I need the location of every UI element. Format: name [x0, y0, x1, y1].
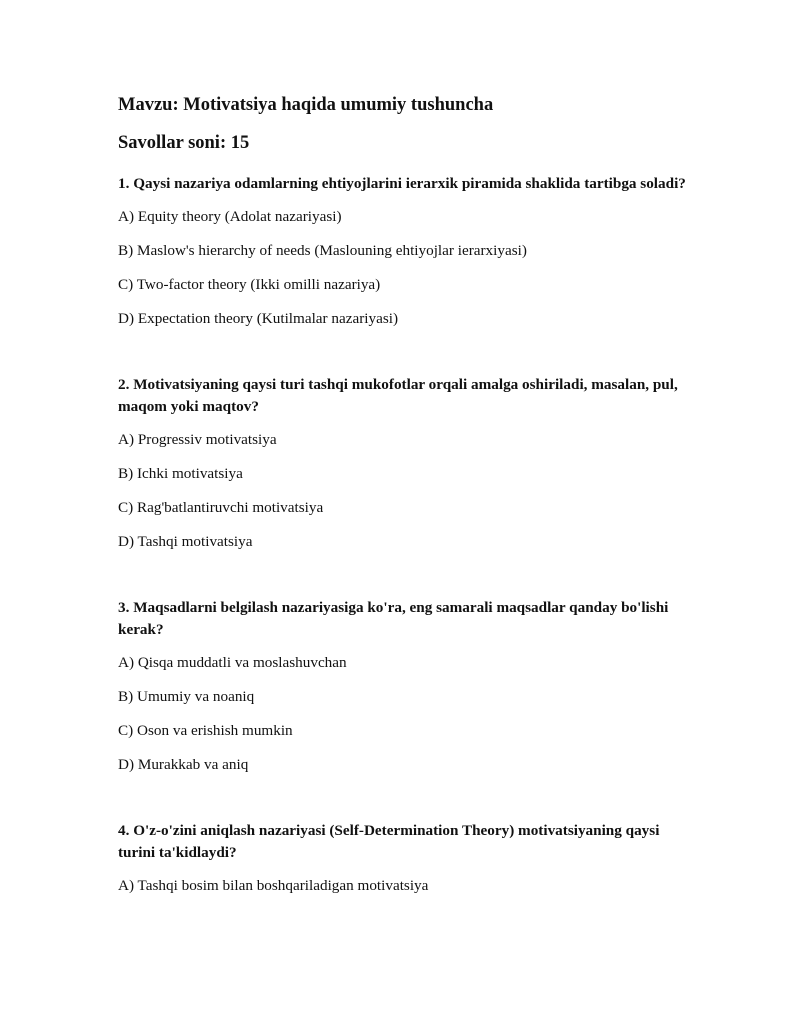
option-a: A) Qisqa muddatli va moslashuvchan [118, 654, 347, 671]
topic-title: Mavzu: Motivatsiya haqida umumiy tushuncha [118, 95, 494, 115]
option-d: D) Expectation theory (Kutilmalar nazariyasi) [118, 310, 399, 327]
question-text: 1. Qaysi nazariya odamlarning ehtiyojlarini ierarxik piramida shaklida tartibga soladi? [118, 175, 686, 192]
option-a: A) Equity theory (Adolat nazariyasi) [118, 208, 342, 225]
question-3 [118, 597, 688, 775]
option-d: D) Murakkab va aniq [118, 756, 249, 773]
option-c: C) Two-factor theory (Ikki omilli nazariya) [118, 276, 381, 293]
question-count: Savollar soni: 15 [118, 133, 250, 153]
document-content [118, 92, 688, 896]
question-text: 4. O'z-o'zini aniqlash nazariyasi (Self-Determination Theory) motivatsiyaning qaysi turini ta'kidlaydi? [118, 822, 660, 861]
question-2 [118, 374, 688, 552]
option-b: B) Maslow's hierarchy of needs (Maslouning ehtiyojlar ierarxiyasi) [118, 242, 527, 259]
option-a: A) Tashqi bosim bilan boshqariladigan motivatsiya [118, 877, 429, 894]
option-d: D) Tashqi motivatsiya [118, 533, 253, 550]
question-text: 2. Motivatsiyaning qaysi turi tashqi mukofotlar orqali amalga oshiriladi, masalan, pul, maqom yoki maqtov? [118, 376, 678, 415]
option-b: B) Ichki motivatsiya [118, 465, 243, 482]
question-4 [118, 820, 688, 896]
question-text: 3. Maqsadlarni belgilash nazariyasiga ko'ra, eng samarali maqsadlar qanday bo'lishi kerak? [118, 599, 669, 638]
option-c: C) Oson va erishish mumkin [118, 722, 293, 739]
option-b: B) Umumiy va noaniq [118, 688, 255, 705]
option-c: C) Rag'batlantiruvchi motivatsiya [118, 499, 324, 516]
question-1 [118, 173, 688, 329]
option-a: A) Progressiv motivatsiya [118, 431, 277, 448]
